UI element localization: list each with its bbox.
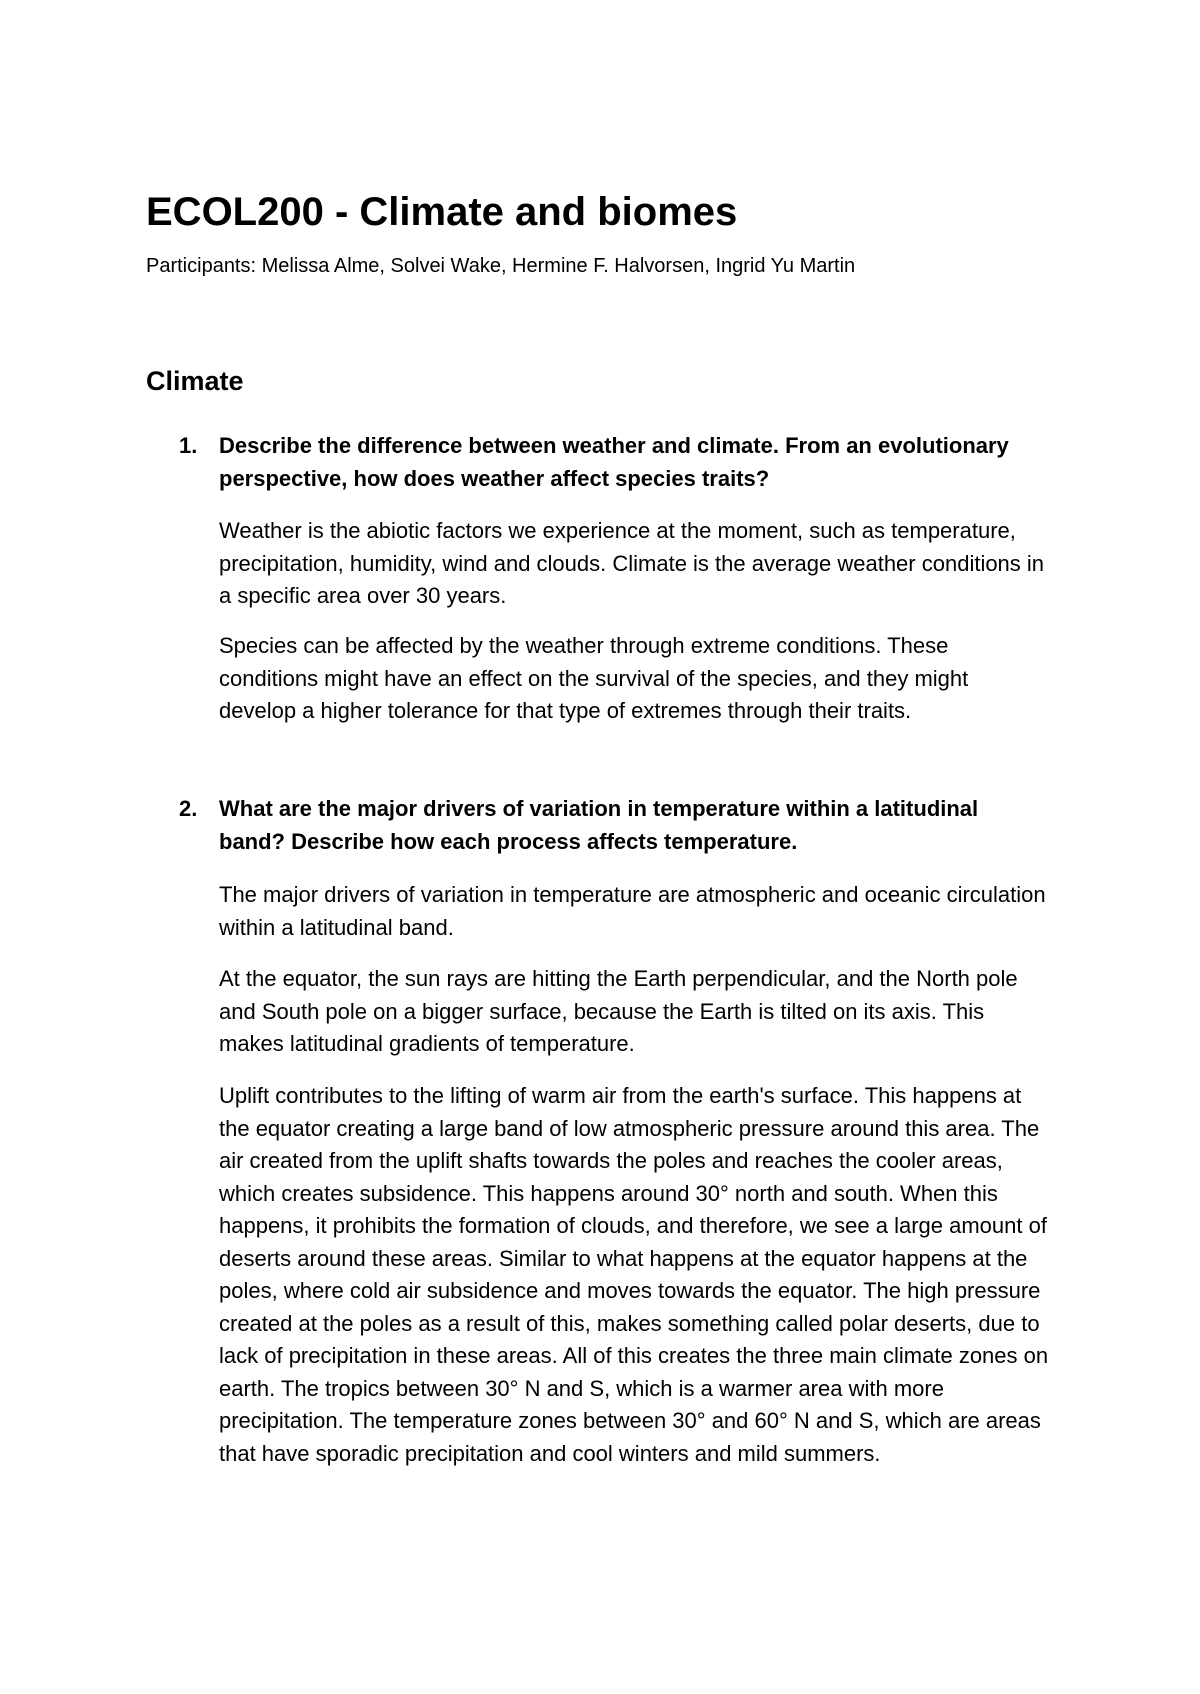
question-number: 1. <box>179 433 198 458</box>
participants-line: Participants: Melissa Alme, Solvei Wake, Hermine F. Halvorsen, Ingrid Yu Martin <box>146 255 856 277</box>
question-prompt: What are the major drivers of variation in temperature within a latitudinal band? Describe how each process affects temperature. <box>219 796 979 854</box>
answer-paragraph: Weather is the abiotic factors we experience at the moment, such as temperature, precipitation, humidity, wind and clouds. Climate is the average weather conditions in a specific area over 30 years. <box>219 518 1045 608</box>
answer-paragraph: The major drivers of variation in temperature are atmospheric and oceanic circulation within a latitudinal band. <box>219 882 1046 940</box>
answer-paragraph: At the equator, the sun rays are hitting the Earth perpendicular, and the North pole and South pole on a bigger surface, because the Earth is tilted on its axis. This makes latitudinal gradients of temperature. <box>219 966 1018 1056</box>
document-title: ECOL200 - Climate and biomes <box>146 190 738 234</box>
question-prompt: Describe the difference between weather and climate. From an evolutionary perspective, how does weather affect species traits? <box>219 433 1009 491</box>
question-number: 2. <box>179 796 198 821</box>
answer-paragraph: Species can be affected by the weather through extreme conditions. These conditions might have an effect on the survival of the species, and they might develop a higher tolerance for that type of extremes through their traits. <box>219 633 969 723</box>
answer-paragraph: Uplift contributes to the lifting of warm air from the earth's surface. This happens at the equator creating a large band of low atmospheric pressure around this area. The air created from the uplift shafts towards the poles and reaches the cooler areas, which creates subsidence. This happens around 30° north and south. When this happens, it prohibits the formation of clouds, and therefore, we see a large amount of deserts around these areas. Similar to what happens at the equator happens at the poles, where cold air subsidence and moves towards the equator. The high pressure created at the poles as a result of this, makes something called polar deserts, due to lack of precipitation in these areas. All of this creates the three main climate zones on earth. The tropics between 30° N and S, which is a warmer area with more precipitation. The temperature zones between 30° and 60° N and S, which are areas that have sporadic precipitation and cool winters and mild summers. <box>219 1083 1049 1466</box>
section-heading-climate: Climate <box>146 366 244 396</box>
